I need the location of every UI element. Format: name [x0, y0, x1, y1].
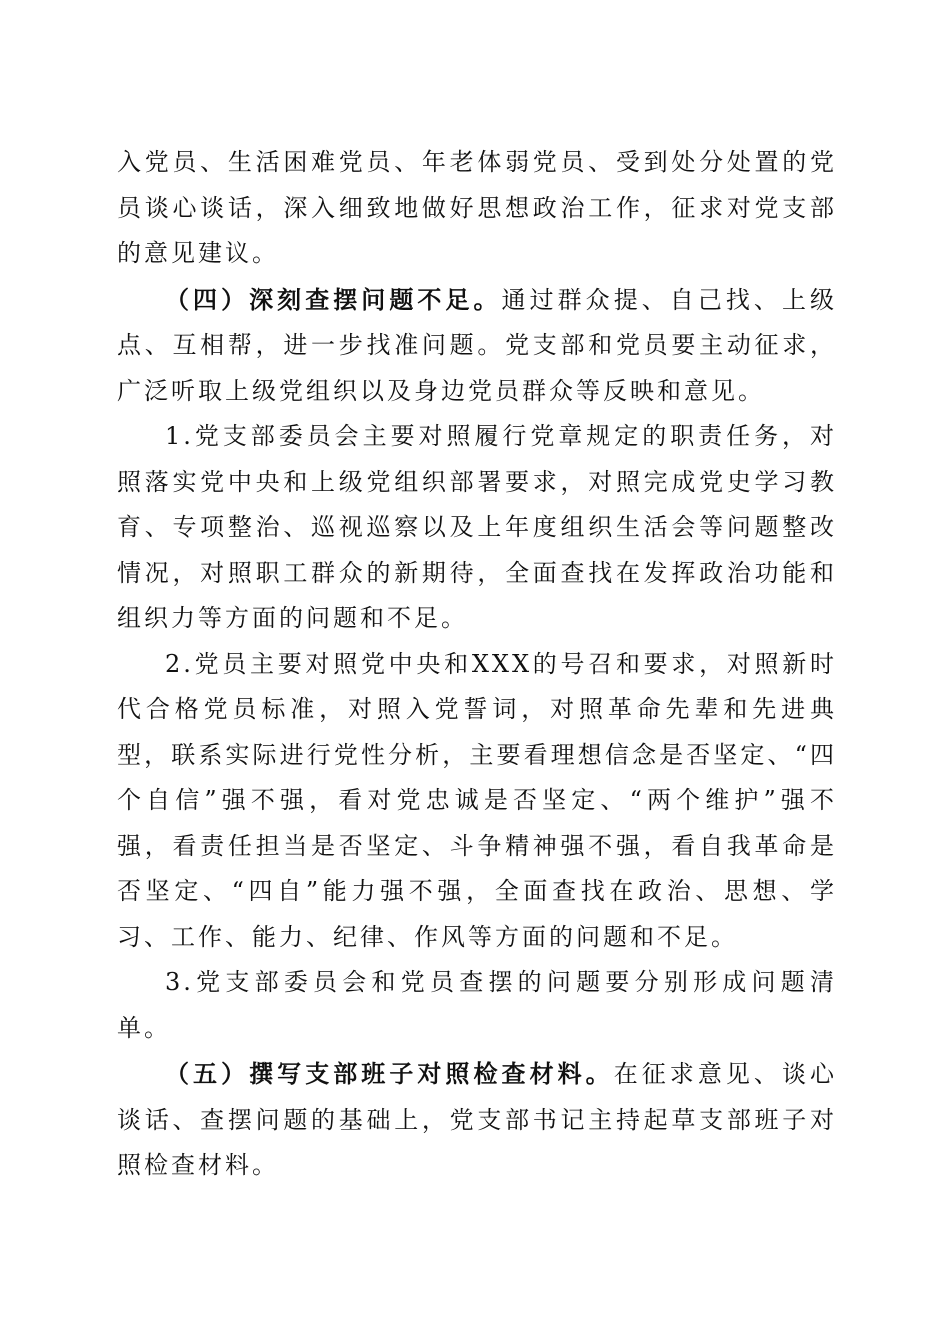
paragraph-item-1: 1.党支部委员会主要对照履行党章规定的职责任务，对照落实党中央和上级党组织部署要求，对照完成党史学习教育、专项整治、巡视巡察以及上年度组织生活会等问题整改情况，对照职工群众的新期待，全面查找在发挥政治功能和组织力等方面的问题和不足。 [117, 422, 837, 632]
paragraph-section-four [117, 277, 837, 415]
paragraph-continuation: 入党员、生活困难党员、年老体弱党员、受到处分处置的党员谈心谈话，深入细致地做好思想政治工作，征求对党支部的意见建议。 [117, 148, 837, 267]
section-five-heading: （五）撰写支部班子对照检查材料。 [165, 1059, 614, 1088]
document-page [117, 140, 837, 1189]
paragraph-item-2: 2.党员主要对照党中央和XXX的号召和要求，对照新时代合格党员标准，对照入党誓词，对照革命先辈和先进典型，联系实际进行党性分析，主要看理想信念是否坚定、“四个自信”强不强，看对党忠诚是否坚定、“两个维护”强不强，看责任担当是否坚定、斗争精神强不强，看自我革命是否坚定、“四自”能力强不强，全面查找在政治、思想、学习、工作、能力、纪律、作风等方面的问题和不足。 [117, 649, 837, 951]
section-five-body: 在征求意见、谈心谈话、查摆问题的基础上，党支部书记主持起草支部班子对照检查材料。 [117, 1060, 838, 1179]
paragraph-item-3: 3.党支部委员会和党员查摆的问题要分别形成问题清单。 [117, 968, 837, 1042]
paragraph-section-five [117, 1051, 837, 1189]
section-four-heading: （四）深刻查摆问题不足。 [165, 284, 502, 314]
section-four-body: 通过群众提、自己找、上级点、互相帮，进一步找准问题。党支部和党员要主动征求，广泛听取上级党组织以及身边党员群众等反映和意见。 [117, 285, 838, 405]
